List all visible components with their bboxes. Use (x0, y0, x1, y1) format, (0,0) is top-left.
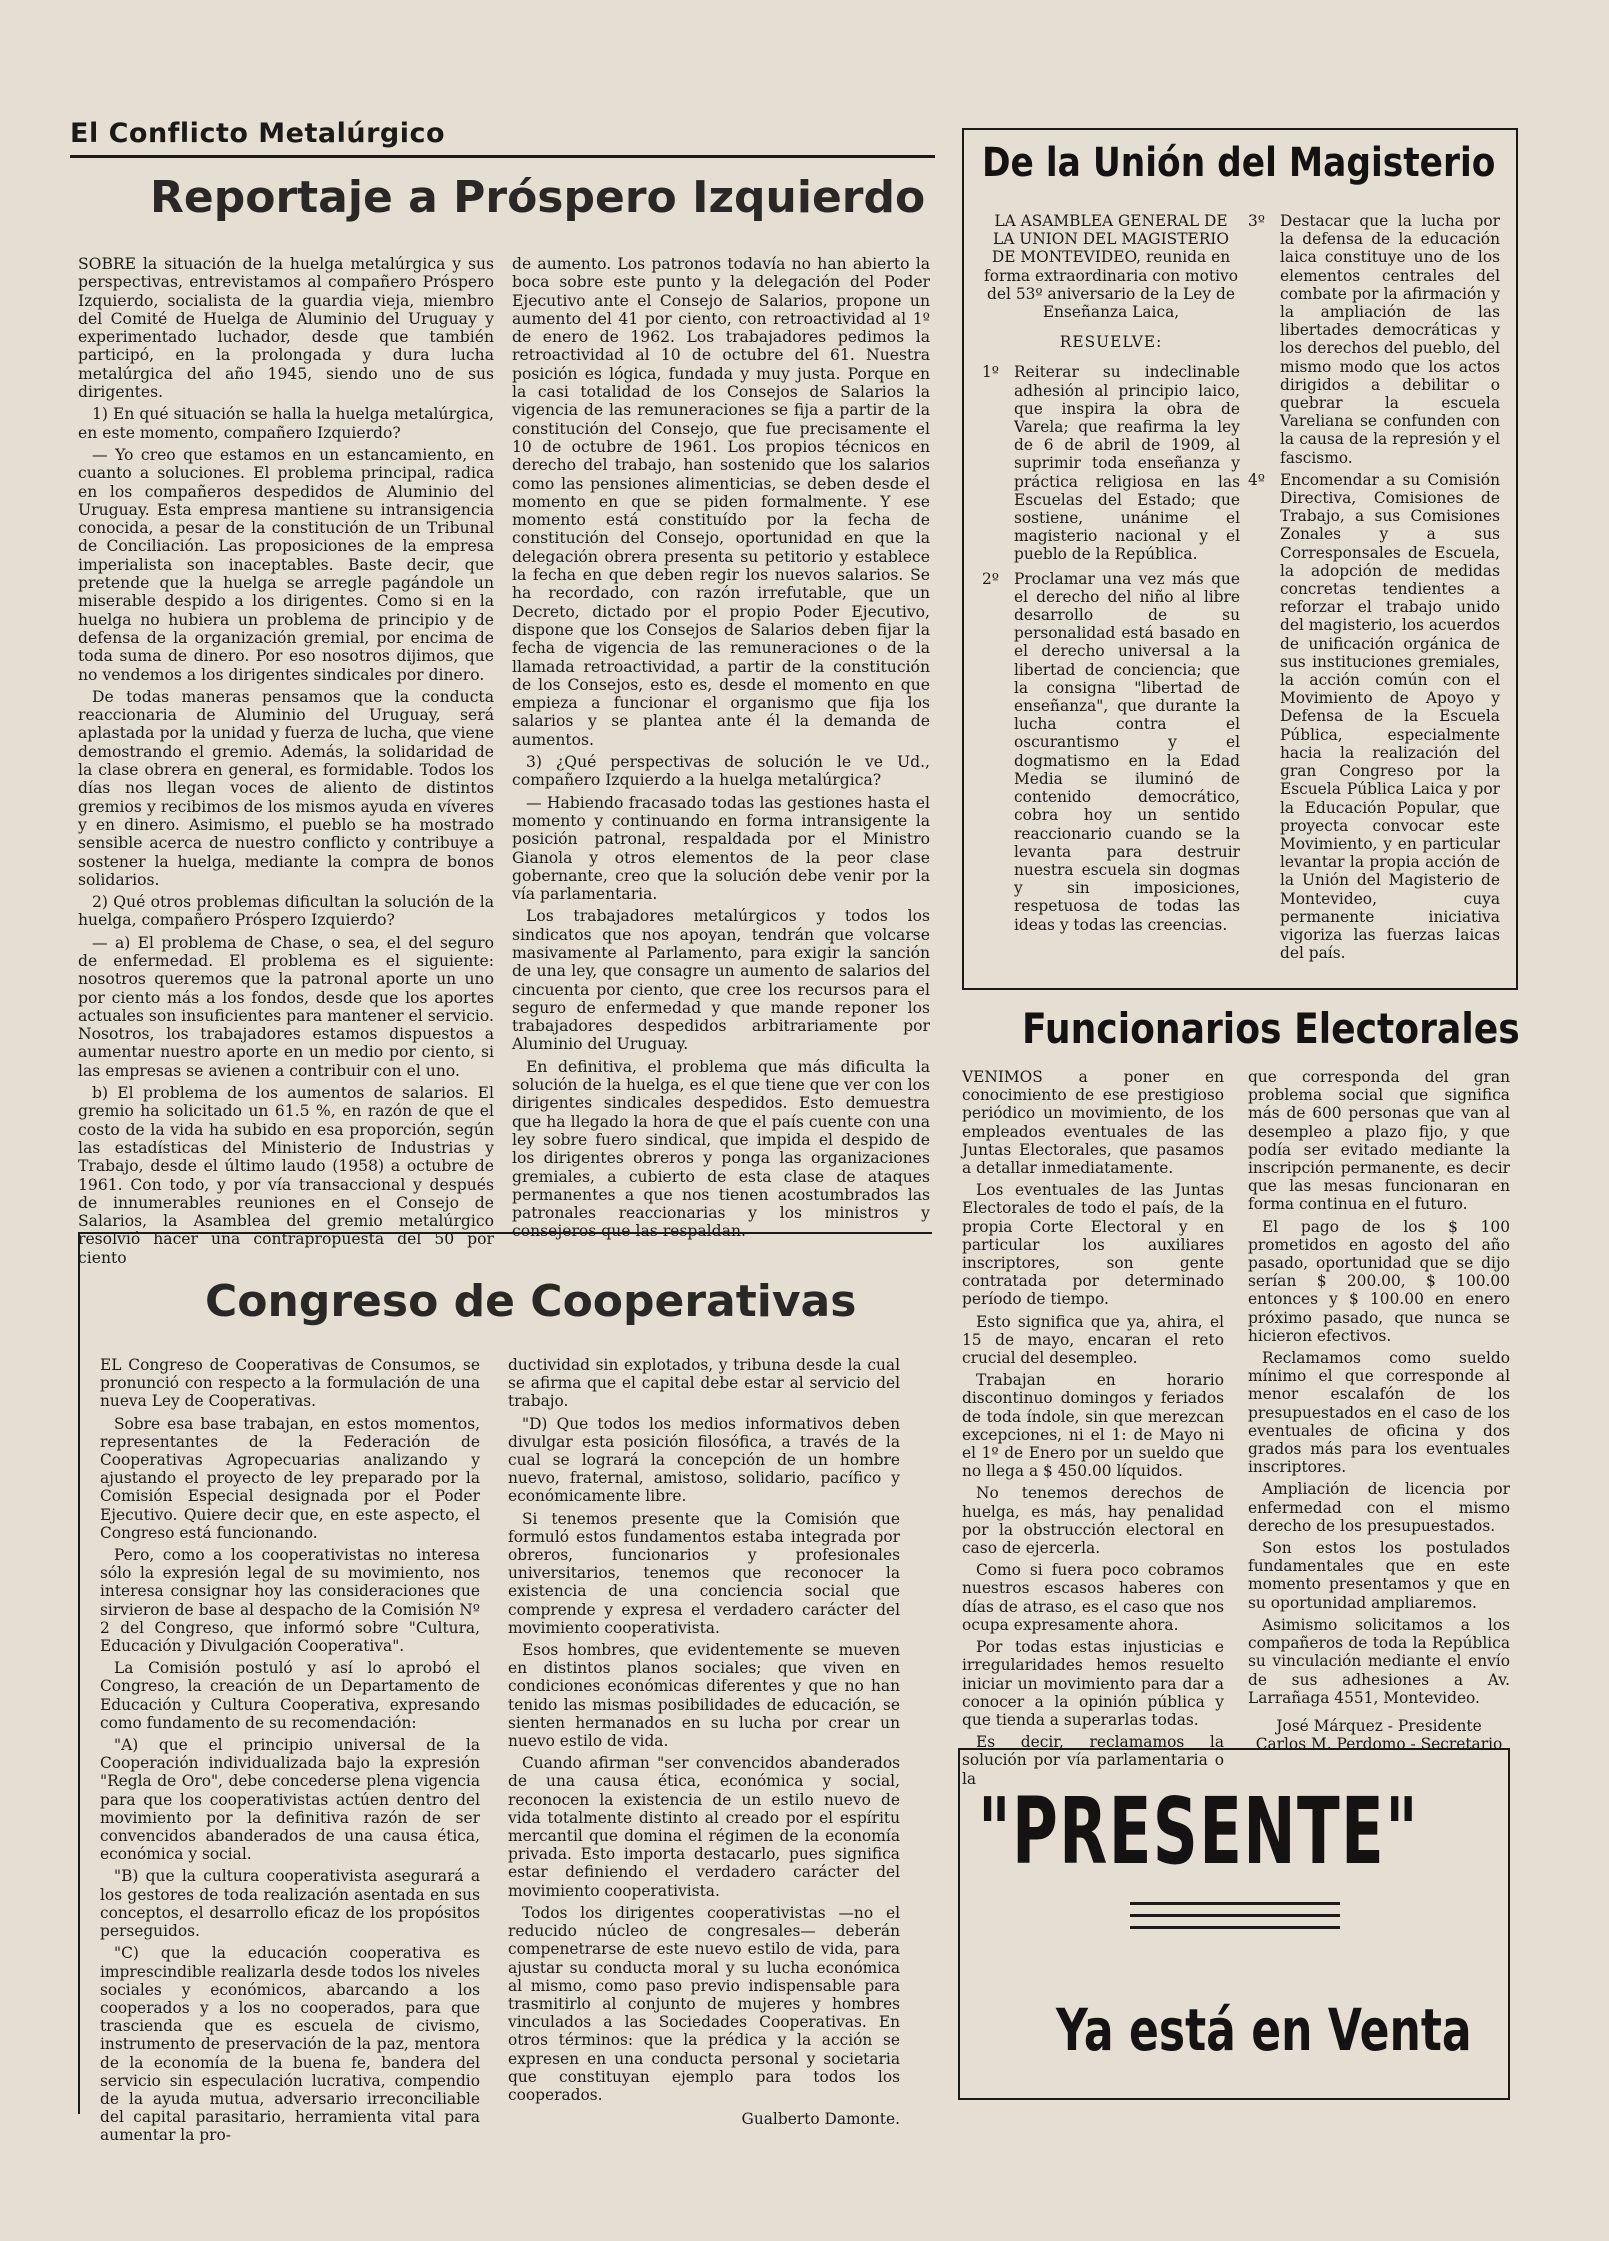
funcionarios-paragraph: Reclamamos como sueldo mínimo el que corresponde al menor escalafón de los presupuestados en el caso de los eventuales de oficina y dos grados más para los eventuales inscriptores. (1248, 1349, 1510, 1477)
reportaje-paragraph: Los trabajadores metalúrgicos y todos los sindicatos que nos apoyan, tendrán que volcarse masivamente al Parlamento, para exigir la sanción de una ley, que consagre un aumento de salarios del cincuenta por ciento, que cree los recursos para el seguro de enfermedad y que mande reponer los trabajadores despedidos arbitrariamente por Aluminio del Uruguay. (512, 907, 930, 1054)
magisterio-item (1248, 212, 1500, 467)
presente-ad-subtitle: Ya está en Venta (1056, 1996, 1472, 2064)
congreso-paragraph: EL Congreso de Cooperativas de Consumos, se pronunció con respecto a la formulación de una nueva Ley de Cooperativas. (100, 1356, 480, 1411)
congreso-paragraph: Cuando afirman "ser convencidos abanderados de una causa ética, económica y social, reconocen la existencia de un estilo nuevo de vida totalmente distinto al creado por el espíritu mercantil que domina el régimen de la economía privada. Esto importa destacarlo, pues significa estar definiendo el verdadero carácter del movimiento cooperativista. (508, 1754, 900, 1900)
magisterio-item-number: 1º (982, 363, 1000, 382)
congreso-column-2 (508, 1356, 900, 2129)
magisterio-column-1 (982, 212, 1240, 974)
funcionarios-column-1 (962, 1068, 1224, 1788)
congreso-paragraph: Si tenemos presente que la Comisión que formuló estos fundamentos estaba integrada por obreros, funcionarios y profesionales universitarios, tenemos que reconocer la existencia de una conciencia social que comprende y expresa el verdadero carácter del movimiento cooperativista. (508, 1509, 900, 1637)
reportaje-paragraph: 2) Qué otros problemas dificultan la solución de la huelga, compañero Próspero Izquierdo? (78, 893, 494, 930)
funcionarios-paragraph: Son estos los postulados fundamentales que en este momento presentamos y que en su oportunidad ampliaremos. (1248, 1539, 1510, 1612)
reportaje-paragraph: — a) El problema de Chase, o sea, el del seguro de enfermedad. El problema es el siguiente: nosotros queremos que la patronal aporte un uno por ciento más a los fondos, desde que los aportes actuales son insuficientes para mantener el servicio. Nosotros, los trabajadores estamos dispuestos a aumentar nuestro aporte en un medio por ciento, si las empresas se avienen a contribuir con el uno. (78, 933, 494, 1080)
magisterio-item (982, 363, 1240, 563)
funcionarios-paragraph: Ampliación de licencia por enfermedad con el mismo derecho de los presupuestados. (1248, 1480, 1510, 1535)
reportaje-paragraph: 1) En qué situación se halla la huelga metalúrgica, en este momento, compañero Izquierdo? (78, 405, 494, 442)
congreso-paragraph: "C) que la educación cooperativa es imprescindible realizarla desde todos los niveles sociales y económicos, abarcando a los cooperados y a los no cooperados, para que trascienda que es escuela de civismo, instrumento de preservación de la paz, mentora de la economía de la buena fe, bandera del servicio sin especulación lucrativa, compendio de la ayuda mutua, adversario irreconciliable del capital parasitario, herramienta vital para aumentar la pro- (100, 1944, 480, 2145)
congreso-paragraph: La Comisión postuló y así lo aprobó el Congreso, la creación de un Departamento de Educación y Cultura Cooperativa, expresando como fundamento de su recomendación: (100, 1659, 480, 1732)
reportaje-column-2 (512, 255, 930, 1241)
magisterio-item (1248, 471, 1500, 962)
funcionarios-paragraph: que corresponda del gran problema social que significa más de 600 personas que van al desempleo a plazo fijo, y que podía ser evitado mediante la inscripción permanente, es decir que las mesas funcionaran en forma continua en el futuro. (1248, 1068, 1510, 1214)
reportaje-headline: Reportaje a Próspero Izquierdo (150, 172, 926, 223)
section-label: El Conflicto Metalúrgico (70, 118, 446, 149)
funcionarios-paragraph: Es decir, reclamamos la solución por vía parlamentaria o la (962, 1733, 1224, 1788)
funcionarios-signature-president: José Márquez - Presidente (1276, 1716, 1482, 1735)
reportaje-column-1 (78, 255, 494, 1267)
congreso-paragraph: Pero, como a los cooperativistas no interesa sólo la expresión legal de su movimiento, nos interesa consignar hoy las consideraciones que sirvieron de base al despacho de la Comisión Nº 2 del Congreso, que informó sobre "Cultura, Educación y Divulgación Cooperativa". (100, 1546, 480, 1656)
congreso-paragraph: "D) Que todos los medios informativos deben divulgar esta posición filosófica, a través de la cual se logrará la concepción de un hombre nuevo, fraternal, amistoso, solidario, pacífico y económicamente libre. (508, 1414, 900, 1506)
reportaje-paragraph: En definitiva, el problema que más dificulta la solución de la huelga, es el que tiene que ver con los dirigentes sindicales despedidos. Esto demuestra que ha llegado la hora de que el país cuente con una ley sobre fuero sindical, que impida el despido de los dirigentes obreros y ponga las organizaciones gremiales, a cubierto de esta clase de ataques permanentes a que nos tienen acostumbrados las patronales reaccionarias y los ministros y consejeros que las respaldan. (512, 1057, 930, 1241)
magisterio-item (982, 570, 1240, 934)
funcionarios-paragraph: VENIMOS a poner en conocimiento de ese prestigioso periódico un movimiento, de los empleados eventuales de las Juntas Electorales, que pasamos a detallar inmediatamente. (962, 1068, 1224, 1178)
magisterio-item-text: Destacar que la lucha por la defensa de la educación laica constituye uno de los elementos centrales del combate por la afirmación y la ampliación de las libertades democráticas y los derechos del pueblo, del mismo modo que los actos dirigidos a debilitar o quebrar la escuela Vareliana se confunden con la causa de la represión y el fascismo. (1280, 212, 1500, 467)
funcionarios-paragraph: Esto significa que ya, ahira, el 15 de mayo, encaran el reto crucial del desempleo. (962, 1312, 1224, 1368)
reportaje-paragraph: De todas maneras pensamos que la conducta reaccionaria de Aluminio del Uruguay, será aplastada por la unidad y fuerza de lucha, que viene demostrando el gremio. Además, la solidaridad de la clase obrera en general, es formidable. Todos los días nos llegan voces de aliento de distintos gremios y recibimos de los mismos ayuda en víveres y en dinero. Asimismo, el pueblo se ha mostrado sensible acerca de nuestro conflicto y contribuye a sostener la huelga, mediante la compra de bonos solidarios. (78, 687, 494, 889)
congreso-paragraph: Todos los dirigentes cooperativistas —no el reducido núcleo de congresales— deberán compenetrarse de este nuevo estilo de vida, para ajustar su conducta moral y su lucha económica al mismo, como paso previo indispensable para trasmitirlo al conjunto de mujeres y hombres vinculados a las Sociedades Cooperativas. En otros términos: que la prédica y la acción se expresen en una conducta personal y societaria que constituyan ejemplo para todos los cooperados. (508, 1903, 900, 2104)
funcionarios-paragraph: No tenemos derechos de huelga, es más, hay penalidad por la obstrucción electoral en caso de ejercerla. (962, 1484, 1224, 1558)
presente-ad-rules (1130, 1902, 1340, 1938)
reportaje-paragraph: b) El problema de los aumentos de salarios. El gremio ha solicitado un 61.5 %, en razón de que el costo de la vida ha subido en esa proporción, según las estadísticas del Ministerio de Industrias y Trabajo, desde el último laudo (1958) a octubre de 1961. Con todo, y por vía transaccional y después de innumerables reuniones en el Consejo de Salarios, la Asamblea del gremio metalúrgico resolvió hacer una contrapropuesta del 50 por ciento (78, 1084, 494, 1267)
magisterio-item-number: 3º (1248, 212, 1266, 230)
reportaje-paragraph: SOBRE la situación de la huelga metalúrgica y sus perspectivas, entrevistamos al compañero Próspero Izquierdo, socialista de la guardia vieja, miembro del Comité de Huelga de Aluminio del Uruguay y experimentado luchador, desde que también participó, en la prolongada y dura lucha metalúrgica del año 1945, siendo uno de sus dirigentes. (78, 255, 494, 402)
reportaje-paragraph: de aumento. Los patronos todavía no han abierto la boca sobre este punto y la delegación del Poder Ejecutivo ante el Consejo de Salarios, propone un aumento del 41 por ciento, con retroactividad al 1º de enero de 1962. Los trabajadores pedimos la retroactividad al 10 de octubre del 61. Nuestra posición es lógica, fundada y muy justa. Porque en la casi totalidad de los Consejos de Salarios la vigencia de las remuneraciones se fija a partir de la constitución del Consejo, que fue precisamente el 10 de octubre de 1961. Los propios técnicos en derecho del trabajo, han sostenido que los salarios como las pensiones alimenticias, se deben desde el momento en que se piden formalmente. Y ese momento está constituído por la fecha de constitución del Consejo, oportunidad en que la delegación obrera presenta su petitorio y establece la fecha en que deben regir los nuevos salarios. Se ha recordado, con razón irrefutable, que un Decreto, dictado por el propio Poder Ejecutivo, dispone que los Consejos de Salarios deben fijar la fecha de vigencia de las remuneraciones o de la llamada retroactividad, a partir de la constitución de los Consejos, esto es, desde el momento en que empieza a funcionar el organismo que fija los salarios y se plantea ante él la demanda de aumentos. (512, 255, 930, 749)
reportaje-paragraph: — Yo creo que estamos en un estancamiento, en cuanto a soluciones. El problema principal, radica en los compañeros despedidos de Aluminio del Uruguay. Esta empresa mantiene su intransigencia conocida, a pesar de la constitución de un Tribunal de Conciliación. Las proposiciones de la empresa imperialista son inaceptables. Baste decir, que pretende que la huelga se arregle pagándole un miserable despido a los dirigentes. Como si en la huelga no hubiera un problema de principio y de defensa de la organización gremial, por encima de toda suma de dinero. Por eso nosotros dijimos, que no vendemos a los dirigentes sindicales por dinero. (78, 445, 494, 684)
magisterio-item-text: Proclamar una vez más que el derecho del niño al libre desarrollo de su personalidad está basado en el derecho universal a la libertad de conciencia; que la consigna "libertad de enseñanza", que durante la lucha contra el oscurantismo y el dogmatismo en la Edad Media se iluminó de contenido democrático, cobra hoy un sentido reaccionario cuando se la levanta para destruir nuestra escuela sin dogmas y sin imposiciones, respetuosa de todas las ideas y todas las creencias. (1014, 569, 1240, 934)
magisterio-column-2 (1248, 212, 1500, 974)
congreso-paragraph: Esos hombres, que evidentemente se mueven en distintos planos sociales; que viven en condiciones económicas diferentes y que no han tenido las mismas posibilidades de educación, se sienten hermanados en su lucha por crear un nuevo estilo de vida. (508, 1641, 900, 1751)
funcionarios-paragraph: Por todas estas injusticias e irregularidades hemos resuelto iniciar un movimiento para dar a conocer a la opinión pública y que tienda a superarlas todas. (962, 1638, 1224, 1729)
funcionarios-paragraph: Como si fuera poco cobramos nuestros escasos haberes con días de atraso, es el caso que nos ocupa expresamente ahora. (962, 1561, 1224, 1634)
congreso-signature: Gualberto Damonte. (741, 2110, 900, 2129)
magisterio-item-text: Encomendar a su Comisión Directiva, Comisiones de Trabajo, a sus Comisiones Zonales y a sus Corresponsales de Escuela, la adopción de medidas concretas tendientes a reforzar el trabajo unido del magisterio, los acuerdos de unificación orgánica de sus instituciones gremiales, la acción común con el Movimiento de Apoyo y Defensa de la Escuela Pública, especialmente hacia la realización del gran Congreso por la Escuela Pública Laica y por la Educación Popular, que proyecta convocar este Movimiento, y en particular levantar la propia acción de la Unión del Magisterio de Montevideo, cuya permanente iniciativa vigoriza las fuerzas laicas del país. (1280, 470, 1501, 963)
magisterio-intro: LA ASAMBLEA GENERAL DE LA UNION DEL MAGISTERIO DE MONTEVIDEO, reunida en forma extraordinaria con motivo del 53º aniversario de la Ley de Enseñanza Laica, (984, 212, 1238, 322)
reportaje-paragraph: — Habiendo fracasado todas las gestiones hasta el momento y continuando en forma intransigente la posición patronal, respaldada por el Ministro Gianola y otros elementos de la peor clase gobernante, creo que la solución debe venir por la vía parlamentaria. (512, 793, 930, 904)
presente-ad-rule (1130, 1902, 1340, 1905)
funcionarios-signature-secretary: Carlos M. Perdomo - Secretario (1255, 1735, 1503, 1754)
presente-ad-rule (1130, 1914, 1340, 1917)
funcionarios-paragraph: El pago de los $ 100 prometidos en agosto del año pasado, oportunidad que se dijo serían $ 200.00, $ 100.00 entonces y $ 100.00 en enero próximo pasado, que nunca se hicieron efectivos. (1248, 1217, 1510, 1345)
congreso-paragraph: Sobre esa base trabajan, en estos momentos, representantes de la Federación de Cooperativas Agropecuarias analizando y ajustando el proyecto de ley preparado por la Comisión Especial designada por el Poder Ejecutivo. Quiere decir que, en este aspecto, el Congreso está funcionando. (100, 1414, 480, 1542)
magisterio-resuelve: RESUELVE: (1059, 333, 1163, 352)
section-rule (70, 155, 935, 158)
funcionarios-headline: Funcionarios Electorales (1022, 1004, 1520, 1053)
congreso-paragraph: "B) que la cultura cooperativista asegurará a los gestores de toda realización asentada en sus conceptos, el desarrollo eficaz de los propósitos perseguidos. (100, 1867, 480, 1941)
presente-ad-title: "PRESENTE" (978, 1778, 1420, 1885)
reportaje-paragraph: 3) ¿Qué perspectivas de solución le ve Ud., compañero Izquierdo a la huelga metalúrgica? (512, 753, 930, 790)
funcionarios-paragraph: Trabajan en horario discontinuo domingos y feriados de toda índole, sin que merezcan excepciones, ni el 1: de Mayo ni el 1º de Enero por un sueldo que no llega a $ 450.00 líquidos. (962, 1371, 1224, 1481)
congreso-paragraph: "A) que el principio universal de la Cooperación individualizada bajo la expresión "Regla de Oro", debe concederse plena vigencia para que los cooperativistas actúen dentro del movimiento por la definitiva razón de ser convencidos abanderados de una causa ética, económica y social. (100, 1736, 480, 1864)
congreso-headline: Congreso de Cooperativas (205, 1276, 857, 1327)
magisterio-item-text: Reiterar su indeclinable adhesión al principio laico, que inspira la obra de Varela; que reafirma la ley de 6 de abril de 1909, al suprimir toda enseñanza y práctica religiosa en las Escuelas del Estado; que sostiene, unánime el magisterio nacional y el pueblo de la República. (1014, 363, 1240, 564)
presente-ad-rule (1130, 1926, 1340, 1929)
congreso-paragraph: ductividad sin explotados, y tribuna desde la cual se afirma que el capital debe estar al servicio del trabajo. (508, 1356, 900, 1411)
funcionarios-column-2 (1248, 1068, 1510, 1754)
funcionarios-paragraph: Los eventuales de las Juntas Electorales de todo el país, de la propia Corte Electoral y en particular los auxiliares inscriptores, son gente contratada por determinado período de tiempo. (962, 1181, 1224, 1309)
congreso-column-1 (100, 1356, 480, 2145)
magisterio-item-number: 4º (1248, 470, 1266, 489)
magisterio-item-number: 2º (982, 569, 1000, 588)
magisterio-headline: De la Unión del Magisterio (982, 140, 1496, 186)
funcionarios-paragraph: Asimismo solicitamos a los compañeros de toda la República su vinculación mediante el envío de sus adhesiones a Av. Larrañaga 4551, Montevideo. (1248, 1615, 1510, 1707)
